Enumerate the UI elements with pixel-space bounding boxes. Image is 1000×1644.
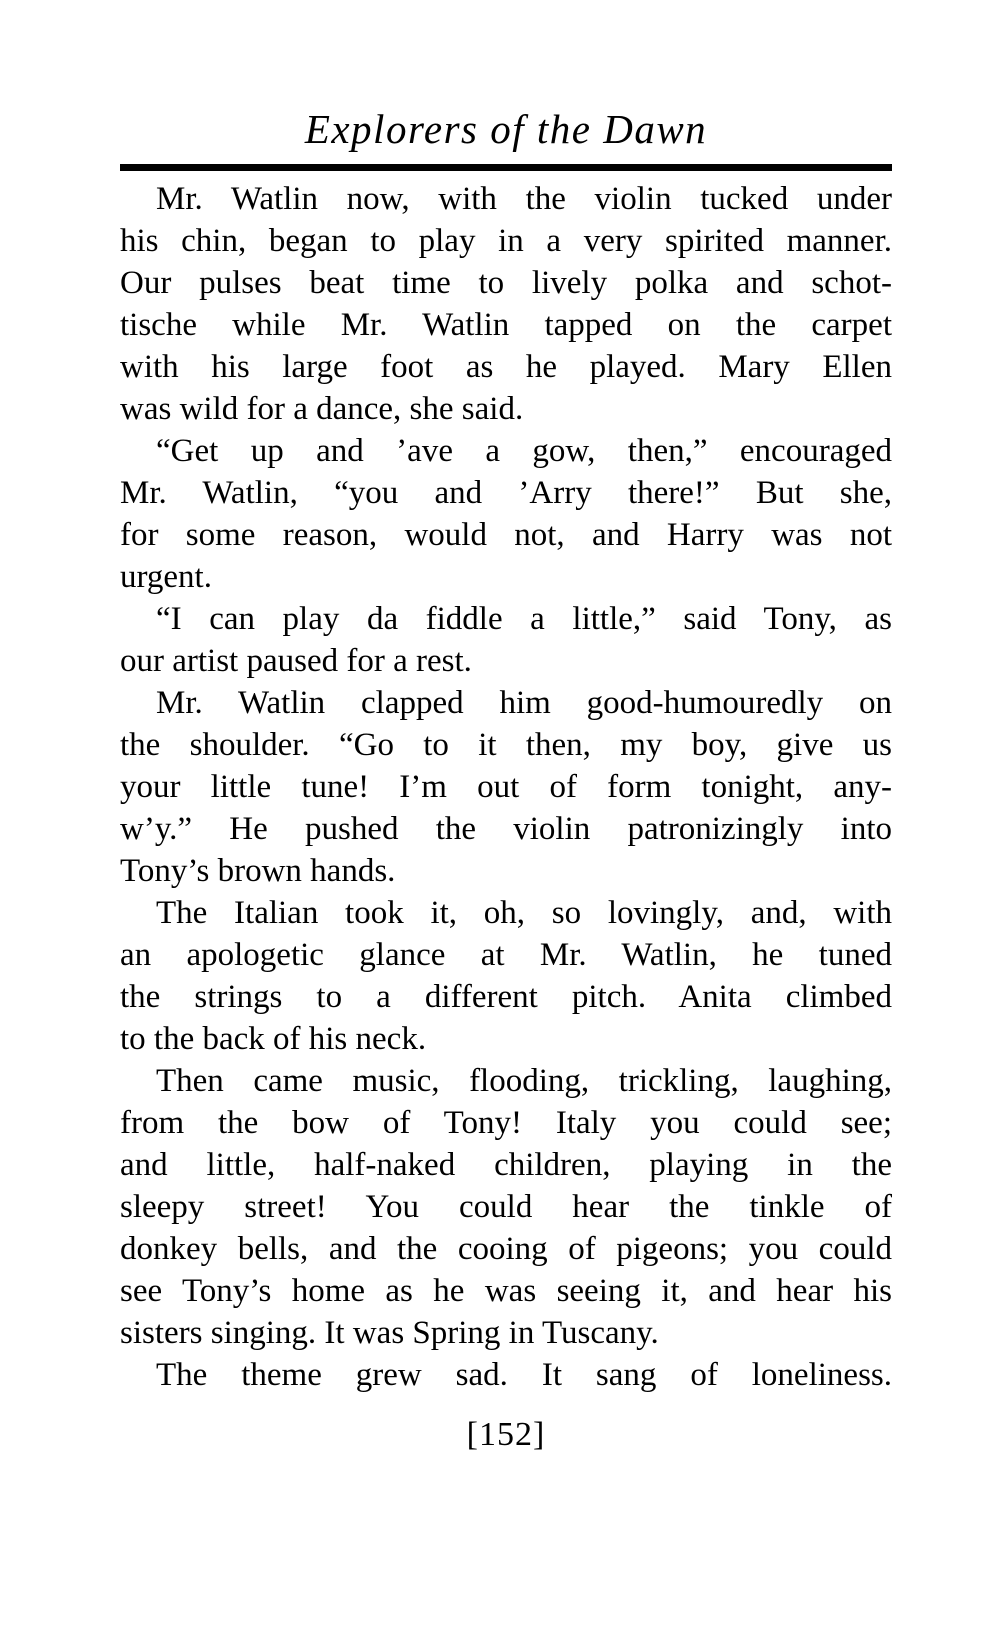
text-line: Our pulses beat time to lively polka and schot- bbox=[120, 265, 892, 301]
text-line: sleepy street! You could hear the tinkle of bbox=[120, 1189, 892, 1225]
text-line: w’y.” He pushed the violin patronizingly into bbox=[120, 811, 892, 847]
text-line: for some reason, would not, and Harry was not bbox=[120, 517, 892, 553]
text-line: Mr. Watlin now, with the violin tucked under bbox=[156, 181, 892, 217]
text-line: his chin, began to play in a very spirited manner. bbox=[120, 223, 892, 259]
text-line: “Get up and ’ave a gow, then,” encouraged bbox=[156, 433, 892, 469]
text-line: Mr. Watlin clapped him good-humouredly on bbox=[156, 685, 892, 721]
text-line: your little tune! I’m out of form tonight, any- bbox=[120, 769, 892, 805]
text-line: sisters singing. It was Spring in Tuscany. bbox=[120, 1315, 659, 1351]
text-line: donkey bells, and the cooing of pigeons; you could bbox=[120, 1231, 892, 1267]
text-line: an apologetic glance at Mr. Watlin, he tuned bbox=[120, 937, 892, 973]
text-line: tische while Mr. Watlin tapped on the carpet bbox=[120, 307, 892, 343]
text-line: “I can play da fiddle a little,” said Tony, as bbox=[156, 601, 892, 637]
text-line: to the back of his neck. bbox=[120, 1021, 427, 1057]
text-line: The theme grew sad. It sang of loneliness. bbox=[156, 1357, 892, 1393]
text-line: with his large foot as he played. Mary Ellen bbox=[120, 349, 892, 385]
text-line: Mr. Watlin, “you and ’Arry there!” But she, bbox=[120, 475, 892, 511]
text-line: Then came music, flooding, trickling, laughing, bbox=[156, 1063, 892, 1099]
text-line: was wild for a dance, she said. bbox=[120, 391, 524, 427]
text-line: the strings to a different pitch. Anita climbed bbox=[120, 979, 892, 1015]
page-number: [152] bbox=[466, 1416, 546, 1453]
text-line: Tony’s brown hands. bbox=[120, 853, 396, 889]
header-rule bbox=[120, 164, 892, 171]
text-line: the shoulder. “Go to it then, my boy, give us bbox=[120, 727, 892, 763]
text-line: and little, half-naked children, playing in the bbox=[120, 1147, 892, 1183]
text-line: The Italian took it, oh, so lovingly, and, with bbox=[156, 895, 892, 931]
body-text bbox=[120, 178, 892, 1396]
text-line: from the bow of Tony! Italy you could see; bbox=[120, 1105, 892, 1141]
text-line: our artist paused for a rest. bbox=[120, 643, 472, 679]
text-line: urgent. bbox=[120, 559, 212, 595]
running-head-title: Explorers of the Dawn bbox=[304, 106, 708, 152]
text-line: see Tony’s home as he was seeing it, and hear his bbox=[120, 1273, 892, 1309]
